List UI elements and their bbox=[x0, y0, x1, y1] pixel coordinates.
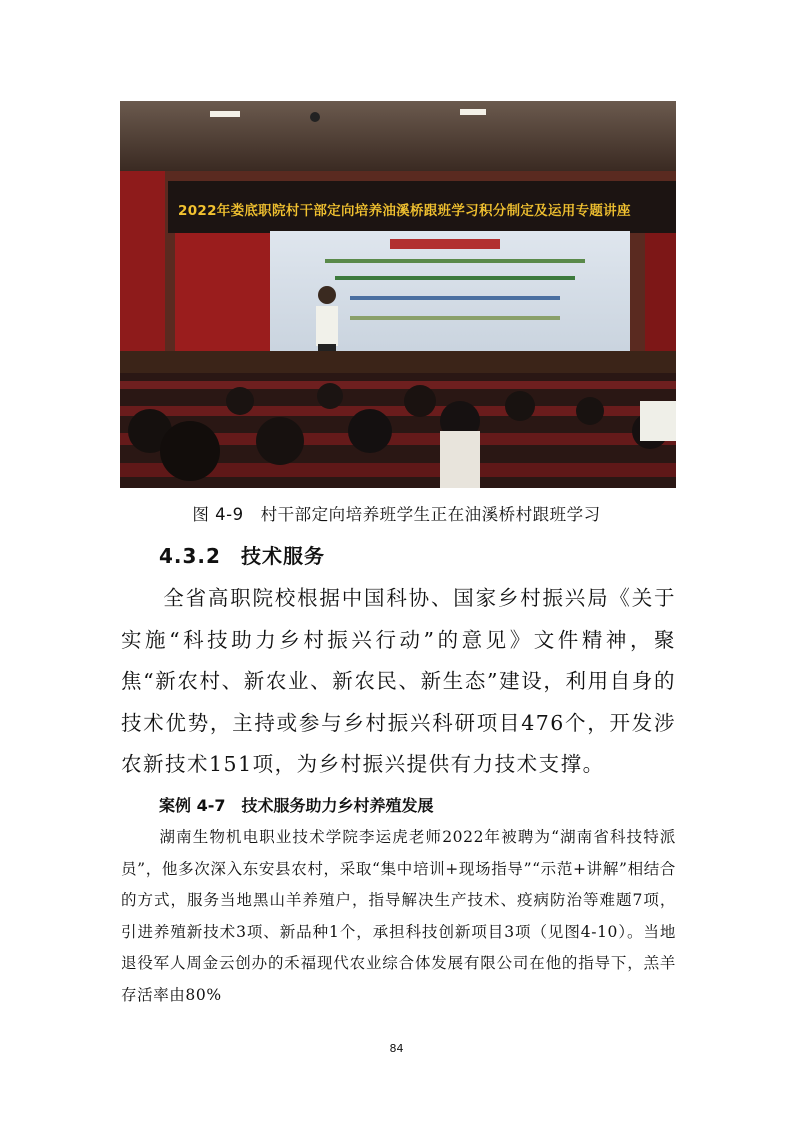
case-title: 案例 4-7 技术服务助力乡村养殖发展 bbox=[159, 796, 434, 815]
lecture-photo bbox=[120, 101, 676, 488]
lecture-hall-illustration bbox=[120, 101, 676, 488]
banner-text: 2022年娄底职院村干部定向培养油溪桥跟班学习积分制定及运用专题讲座 bbox=[178, 203, 631, 219]
paragraph-technical-service bbox=[121, 578, 676, 786]
section-number: 4.3.2 bbox=[159, 544, 221, 568]
case-paragraph bbox=[121, 822, 676, 1011]
page-number: 84 bbox=[389, 1042, 404, 1055]
paragraph-text: 全省高职院校根据中国科协、国家乡村振兴局《关于实施“科技助力乡村振兴行动”的意见》文件精神，聚焦“新农村、新农业、新农民、新生态”建设，利用自身的技术优势，主持或参与乡村振兴科研项目476个，开发涉农新技术151项，为乡村振兴提供有力技术支撑。 bbox=[121, 586, 676, 776]
section-title: 技术服务 bbox=[240, 544, 325, 568]
section-heading bbox=[159, 540, 325, 569]
figure-caption: 图 4-9 村干部定向培养班学生正在油溪桥村跟班学习 bbox=[192, 505, 601, 524]
case-text: 湖南生物机电职业技术学院李运虎老师2022年被聘为“湖南省科技特派员”，他多次深入东安县农村，采取“集中培训+现场指导”“示范+讲解”相结合的方式，服务当地黑山羊养殖户，指导解决生产技术、疫病防治等难题7项，引进养殖新技术3项、新品种1个，承担科技创新项目3项（见图4-10）。当地退役军人周金云创办的禾福现代农业综合体发展有限公司在他的指导下，羔羊存活率由80% bbox=[121, 828, 676, 1004]
